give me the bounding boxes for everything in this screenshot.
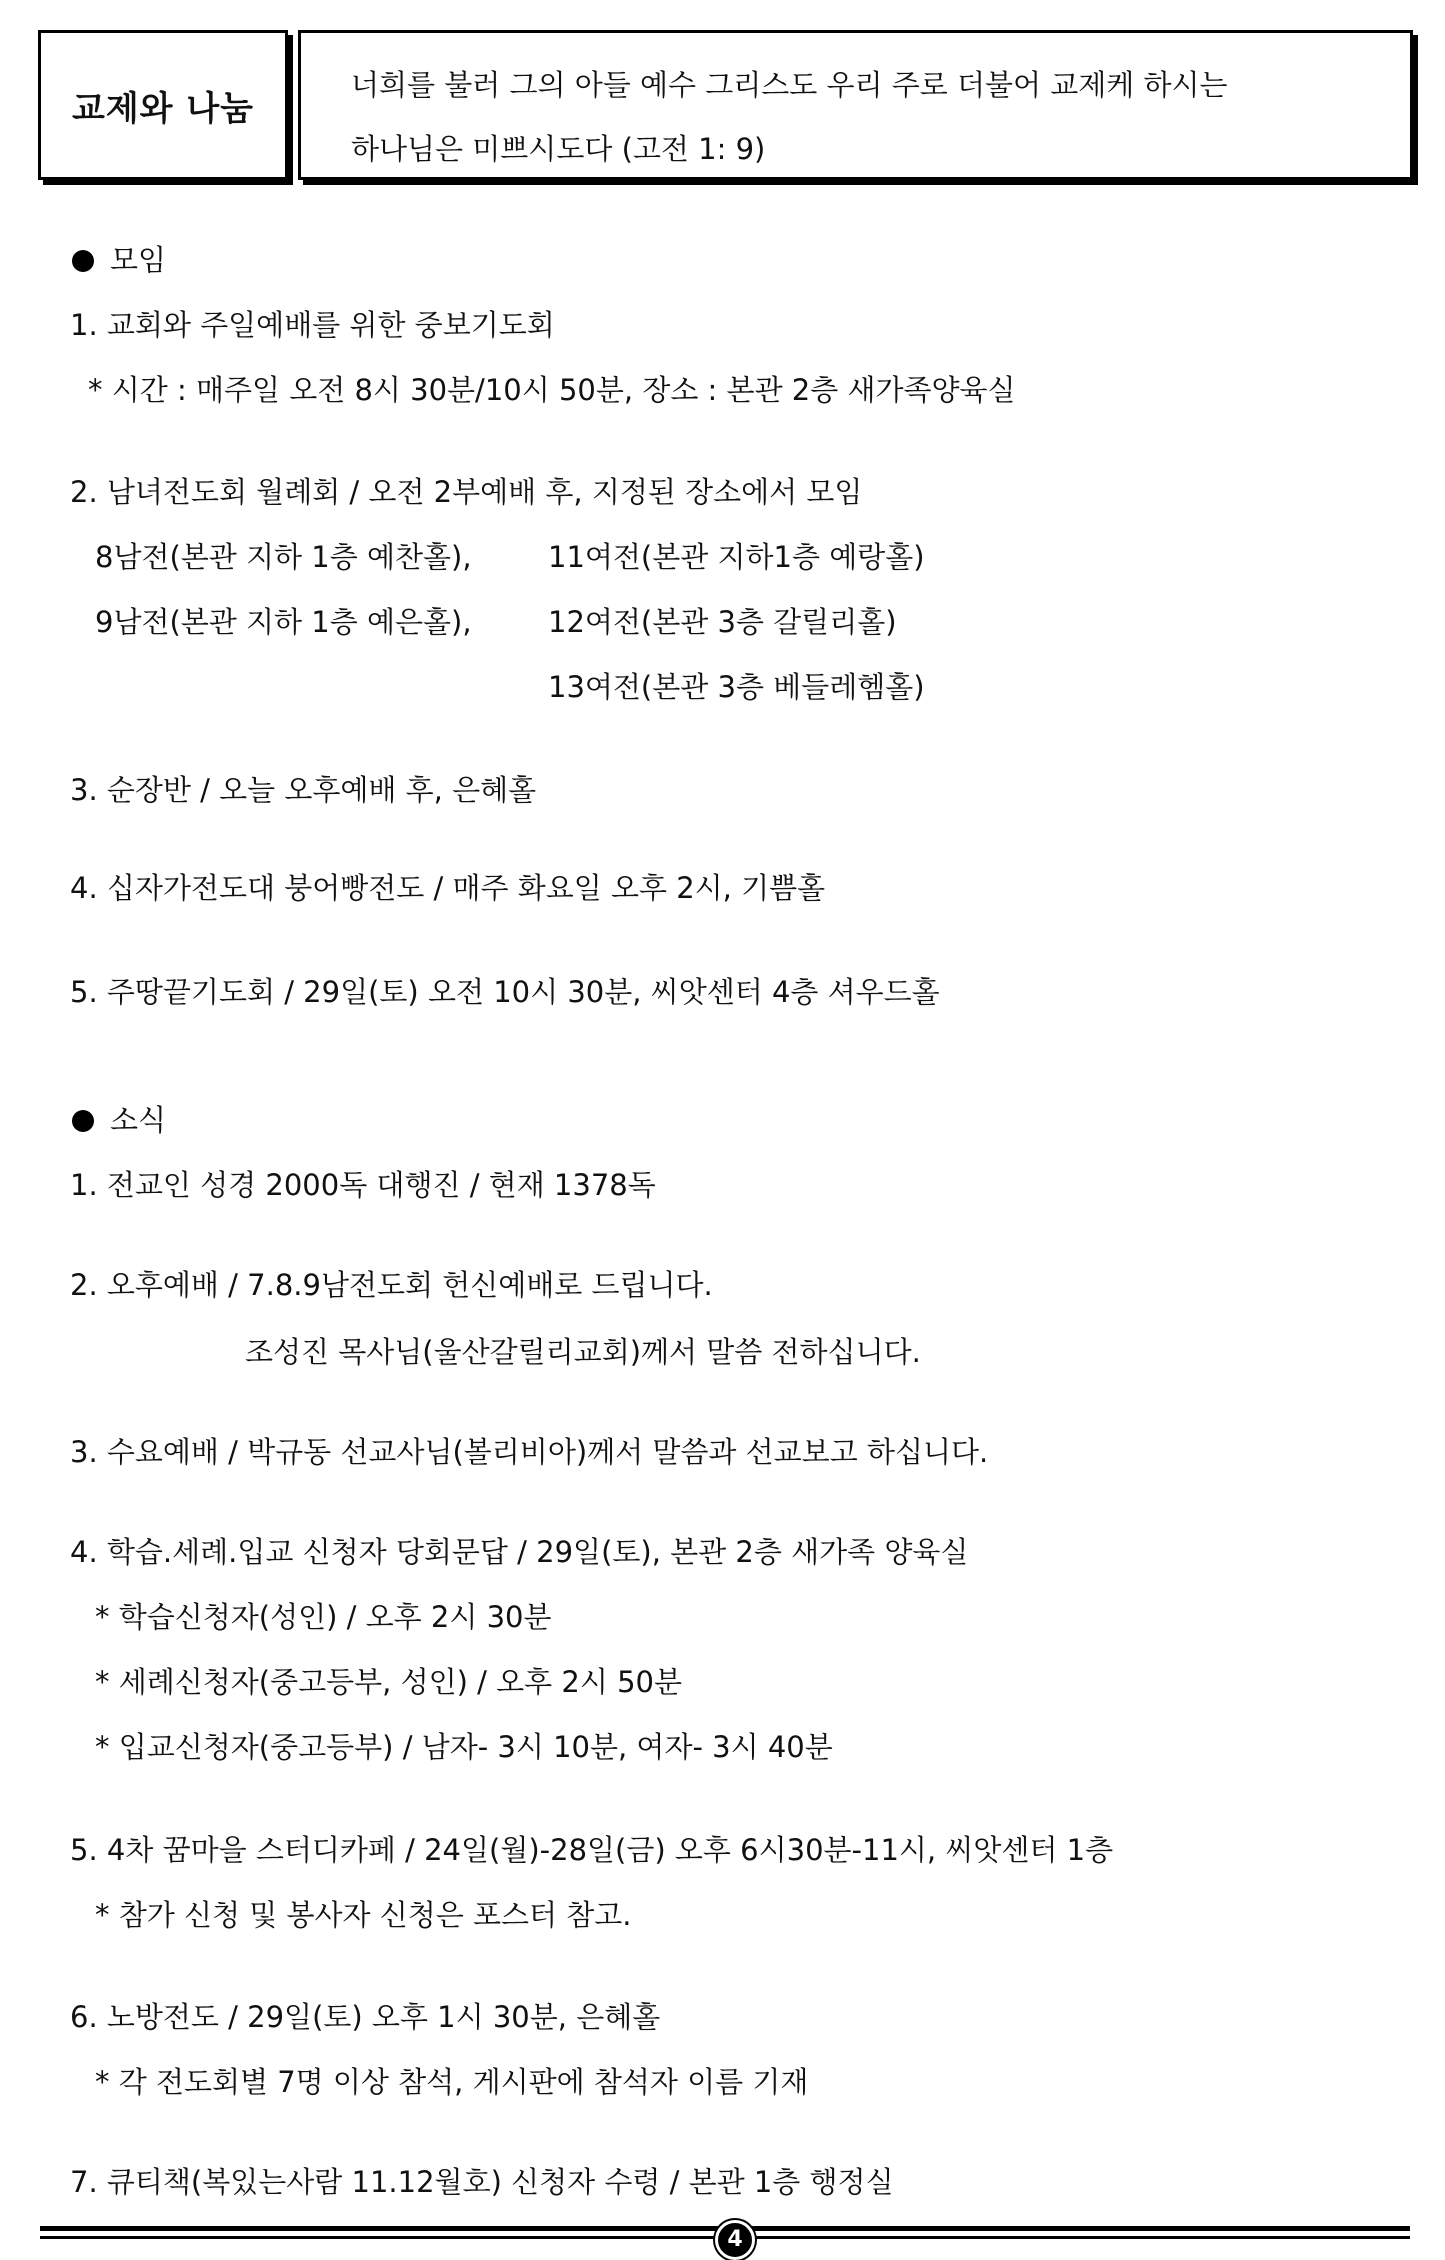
news-item-6: 6. 노방전도 / 29일(토) 오후 1시 30분, 은혜홀 xyxy=(70,2000,661,2034)
meeting-item-1: 1. 교회와 주일예배를 위한 중보기도회 xyxy=(70,308,555,342)
news-item-2-note: 조성진 목사님(울산갈릴리교회)께서 말씀 전하십니다. xyxy=(245,1335,921,1369)
meeting-item-2-13w: 13여전(본관 3층 베들레헴홀) xyxy=(548,670,925,704)
news-item-6-note: * 각 전도회별 7명 이상 참석, 게시판에 참석자 이름 기재 xyxy=(95,2065,809,2099)
meeting-item-4: 4. 십자가전도대 붕어빵전도 / 매주 화요일 오후 2시, 기쁨홀 xyxy=(70,871,826,905)
news-item-4-note-3: * 입교신청자(중고등부) / 남자- 3시 10분, 여자- 3시 40분 xyxy=(95,1730,833,1764)
meeting-item-2-8m: 8남전(본관 지하 1층 예찬홀), xyxy=(95,540,472,574)
bullet-icon xyxy=(72,250,94,272)
meeting-item-2-9m: 9남전(본관 지하 1층 예은홀), xyxy=(95,605,472,639)
news-heading xyxy=(72,1100,166,1140)
verse-box xyxy=(298,30,1413,180)
meetings-heading-text: 모임 xyxy=(110,243,167,277)
verse-line-2: 하나님은 미쁘시도다 (고전 1: 9) xyxy=(351,132,766,166)
verse-line-1: 너희를 불러 그의 아들 예수 그리스도 우리 주로 더불어 교제케 하시는 xyxy=(351,68,1228,102)
section-title-box xyxy=(38,30,288,180)
meeting-item-3: 3. 순장반 / 오늘 오후예배 후, 은혜홀 xyxy=(70,773,537,807)
meeting-item-5: 5. 주땅끝기도회 / 29일(토) 오전 10시 30분, 씨앗센터 4층 셔우드홀 xyxy=(70,975,940,1009)
meetings-heading xyxy=(72,240,166,280)
meeting-item-2: 2. 남녀전도회 월례회 / 오전 2부예배 후, 지정된 장소에서 모임 xyxy=(70,475,863,509)
section-title: 교제와 나눔 xyxy=(71,88,255,129)
bullet-icon xyxy=(72,1110,94,1132)
news-item-7: 7. 큐티책(복있는사람 11.12월호) 신청자 수령 / 본관 1층 행정실 xyxy=(70,2165,894,2199)
meeting-item-2-12w: 12여전(본관 3층 갈릴리홀) xyxy=(548,605,897,639)
news-item-4-note-2: * 세례신청자(중고등부, 성인) / 오후 2시 50분 xyxy=(95,1665,682,1699)
news-item-3: 3. 수요예배 / 박규동 선교사님(볼리비아)께서 말씀과 선교보고 하십니다. xyxy=(70,1435,989,1469)
news-item-4: 4. 학습.세례.입교 신청자 당회문답 / 29일(토), 본관 2층 새가족 양육실 xyxy=(70,1535,969,1569)
news-item-4-note-1: * 학습신청자(성인) / 오후 2시 30분 xyxy=(95,1600,552,1634)
news-item-2: 2. 오후예배 / 7.8.9남전도회 헌신예배로 드립니다. xyxy=(70,1268,713,1302)
meeting-item-1-note: * 시간 : 매주일 오전 8시 30분/10시 50분, 장소 : 본관 2층 새가족양육실 xyxy=(88,373,1016,407)
page-number: 4 xyxy=(715,2220,755,2260)
news-item-1: 1. 전교인 성경 2000독 대행진 / 현재 1378독 xyxy=(70,1168,656,1202)
news-heading-text: 소식 xyxy=(110,1103,167,1137)
news-item-5: 5. 4차 꿈마을 스터디카페 / 24일(월)-28일(금) 오후 6시30분-11시, 씨앗센터 1층 xyxy=(70,1833,1114,1867)
meeting-item-2-11w: 11여전(본관 지하1층 예랑홀) xyxy=(548,540,925,574)
news-item-5-note: * 참가 신청 및 봉사자 신청은 포스터 참고. xyxy=(95,1898,632,1932)
